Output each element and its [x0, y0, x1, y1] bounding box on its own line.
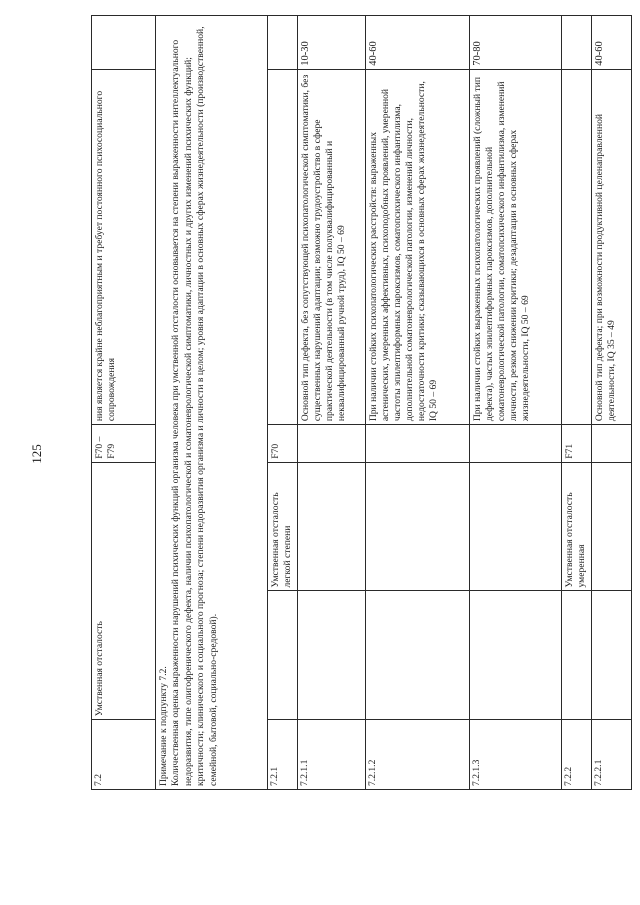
percent-cell [298, 16, 366, 70]
percent-cell [268, 16, 298, 70]
row-code: 7.2.2 [563, 766, 574, 786]
row-code: 7.2.1.3 [471, 759, 482, 786]
empty-cell [592, 425, 632, 463]
table-row-7-2-1 [268, 16, 298, 790]
icd-cell [92, 425, 156, 463]
icd-cell [562, 425, 592, 463]
empty-cell [366, 425, 470, 463]
empty-cell [298, 462, 366, 591]
icd-code: F70 [270, 443, 281, 459]
note-title: Примечание к подпункту 7.2. [158, 666, 169, 786]
icd-cell [268, 425, 298, 463]
row-code: 7.2.1.2 [367, 759, 378, 786]
empty-cell [298, 425, 366, 463]
row-name: Умственная отсталость легкой степени [270, 492, 293, 588]
name-cell [268, 462, 298, 591]
percent-cell [562, 16, 592, 70]
percent-cell [92, 16, 156, 70]
row-code: 7.2.1.1 [299, 759, 310, 786]
note-row [156, 16, 268, 790]
row-code: 7.2 [93, 774, 104, 786]
icd-code: F71 [564, 443, 575, 459]
empty-cell [562, 591, 592, 720]
row-description: Основной тип дефекта, без сопутствующей психопатологической симптоматики, без существенных нарушений адаптации; возможно трудоустройство в сфере практической деятельности (в том числе полуквалифицированный и неквалифицированный ручной труд), IQ 50 – 69 [300, 74, 347, 422]
row-description: Основной тип дефекта; при возможности продуктивной целенаправленной деятельности, IQ 35 – 49 [594, 113, 617, 422]
note-text: Количественная оценка выраженности нарушений психических функций организма человека при умственной отсталости основывается на степени выраженности интеллектуального недоразвития, типе олигофренического дефекта, наличии психопатологической и соматоневрологической симптоматики, личностных и других изменений психических функций; критичности; клинического и социального прогноза; степени недоразвития организма и личности в целом; уровня адаптации в основных сферах жизнедеятельности (производственной, семейной, бытовой, социально-средовой). [170, 26, 219, 786]
desc-cell [298, 69, 366, 424]
code-cell [268, 720, 298, 790]
desc-cell [470, 69, 562, 424]
code-cell [366, 720, 470, 790]
empty-cell [470, 425, 562, 463]
disability-criteria-table [91, 15, 632, 790]
row-code: 7.2.1 [269, 766, 280, 786]
code-cell [592, 720, 632, 790]
percent-cell [366, 16, 470, 70]
note-cell [156, 16, 268, 790]
table-row-7-2-2 [562, 16, 592, 790]
disability-percent: 70-80 [472, 41, 483, 66]
row-name: Умственная отсталость умеренная [564, 492, 587, 588]
code-cell [298, 720, 366, 790]
disability-percent: 40-60 [368, 41, 379, 66]
desc-cell [592, 69, 632, 424]
rotated-table-frame [91, 15, 617, 790]
table-row-7-2-1-2 [366, 16, 470, 790]
percent-cell [592, 16, 632, 70]
desc-cell [366, 69, 470, 424]
empty-cell [268, 591, 298, 720]
row-name: Умственная отсталость [94, 621, 105, 717]
icd-code: F70 – F79 [94, 436, 117, 459]
row-description: При наличии стойких психопатологических расстройств: выраженных астенических, умеренных аффективных, психоподобных проявлений, умеренной частоты эпилептиформных пароксизмов, соматопсихического инфантилизма, дополнительной соматоневрологической патологии, изменений личности, недостаточности критики; сказывающихся в основных сферах жизнедеятельности, IQ 50 – 69 [368, 81, 439, 422]
empty-cell [470, 462, 562, 591]
page-number: 125 [29, 444, 44, 464]
table-row-7-2-1-3 [470, 16, 562, 790]
row-description: При наличии стойких выраженных психопатологических проявлений (сложный тип дефекта), частых эпилептиформных пароксизмов, дополнительной соматоневрологической патологии, соматопсихического инфантилизма, изменений личности, резком снижении критики; дезадаптации в основных сферах жизнедеятельности, IQ 50 – 69 [472, 77, 531, 422]
desc-cell [92, 69, 156, 424]
code-cell [92, 720, 156, 790]
empty-cell [298, 591, 366, 720]
code-cell [470, 720, 562, 790]
row-code: 7.2.2.1 [593, 759, 604, 786]
disability-percent: 40-60 [594, 41, 605, 66]
percent-cell [470, 16, 562, 70]
table-row-7-2 [92, 16, 156, 790]
rotated-table-inner [91, 15, 617, 790]
name-cell [92, 462, 156, 720]
row-description: ния является крайне неблагоприятным и требует постоянного психосоциального сопровождения [94, 90, 117, 422]
empty-cell [592, 462, 632, 591]
disability-percent: 10-30 [300, 41, 311, 66]
empty-cell [366, 462, 470, 591]
empty-cell [366, 591, 470, 720]
name-cell [562, 462, 592, 591]
desc-cell [562, 69, 592, 424]
empty-cell [470, 591, 562, 720]
table-row-7-2-2-1 [592, 16, 632, 790]
table-row-7-2-1-1 [298, 16, 366, 790]
code-cell [562, 720, 592, 790]
desc-cell [268, 69, 298, 424]
empty-cell [592, 591, 632, 720]
